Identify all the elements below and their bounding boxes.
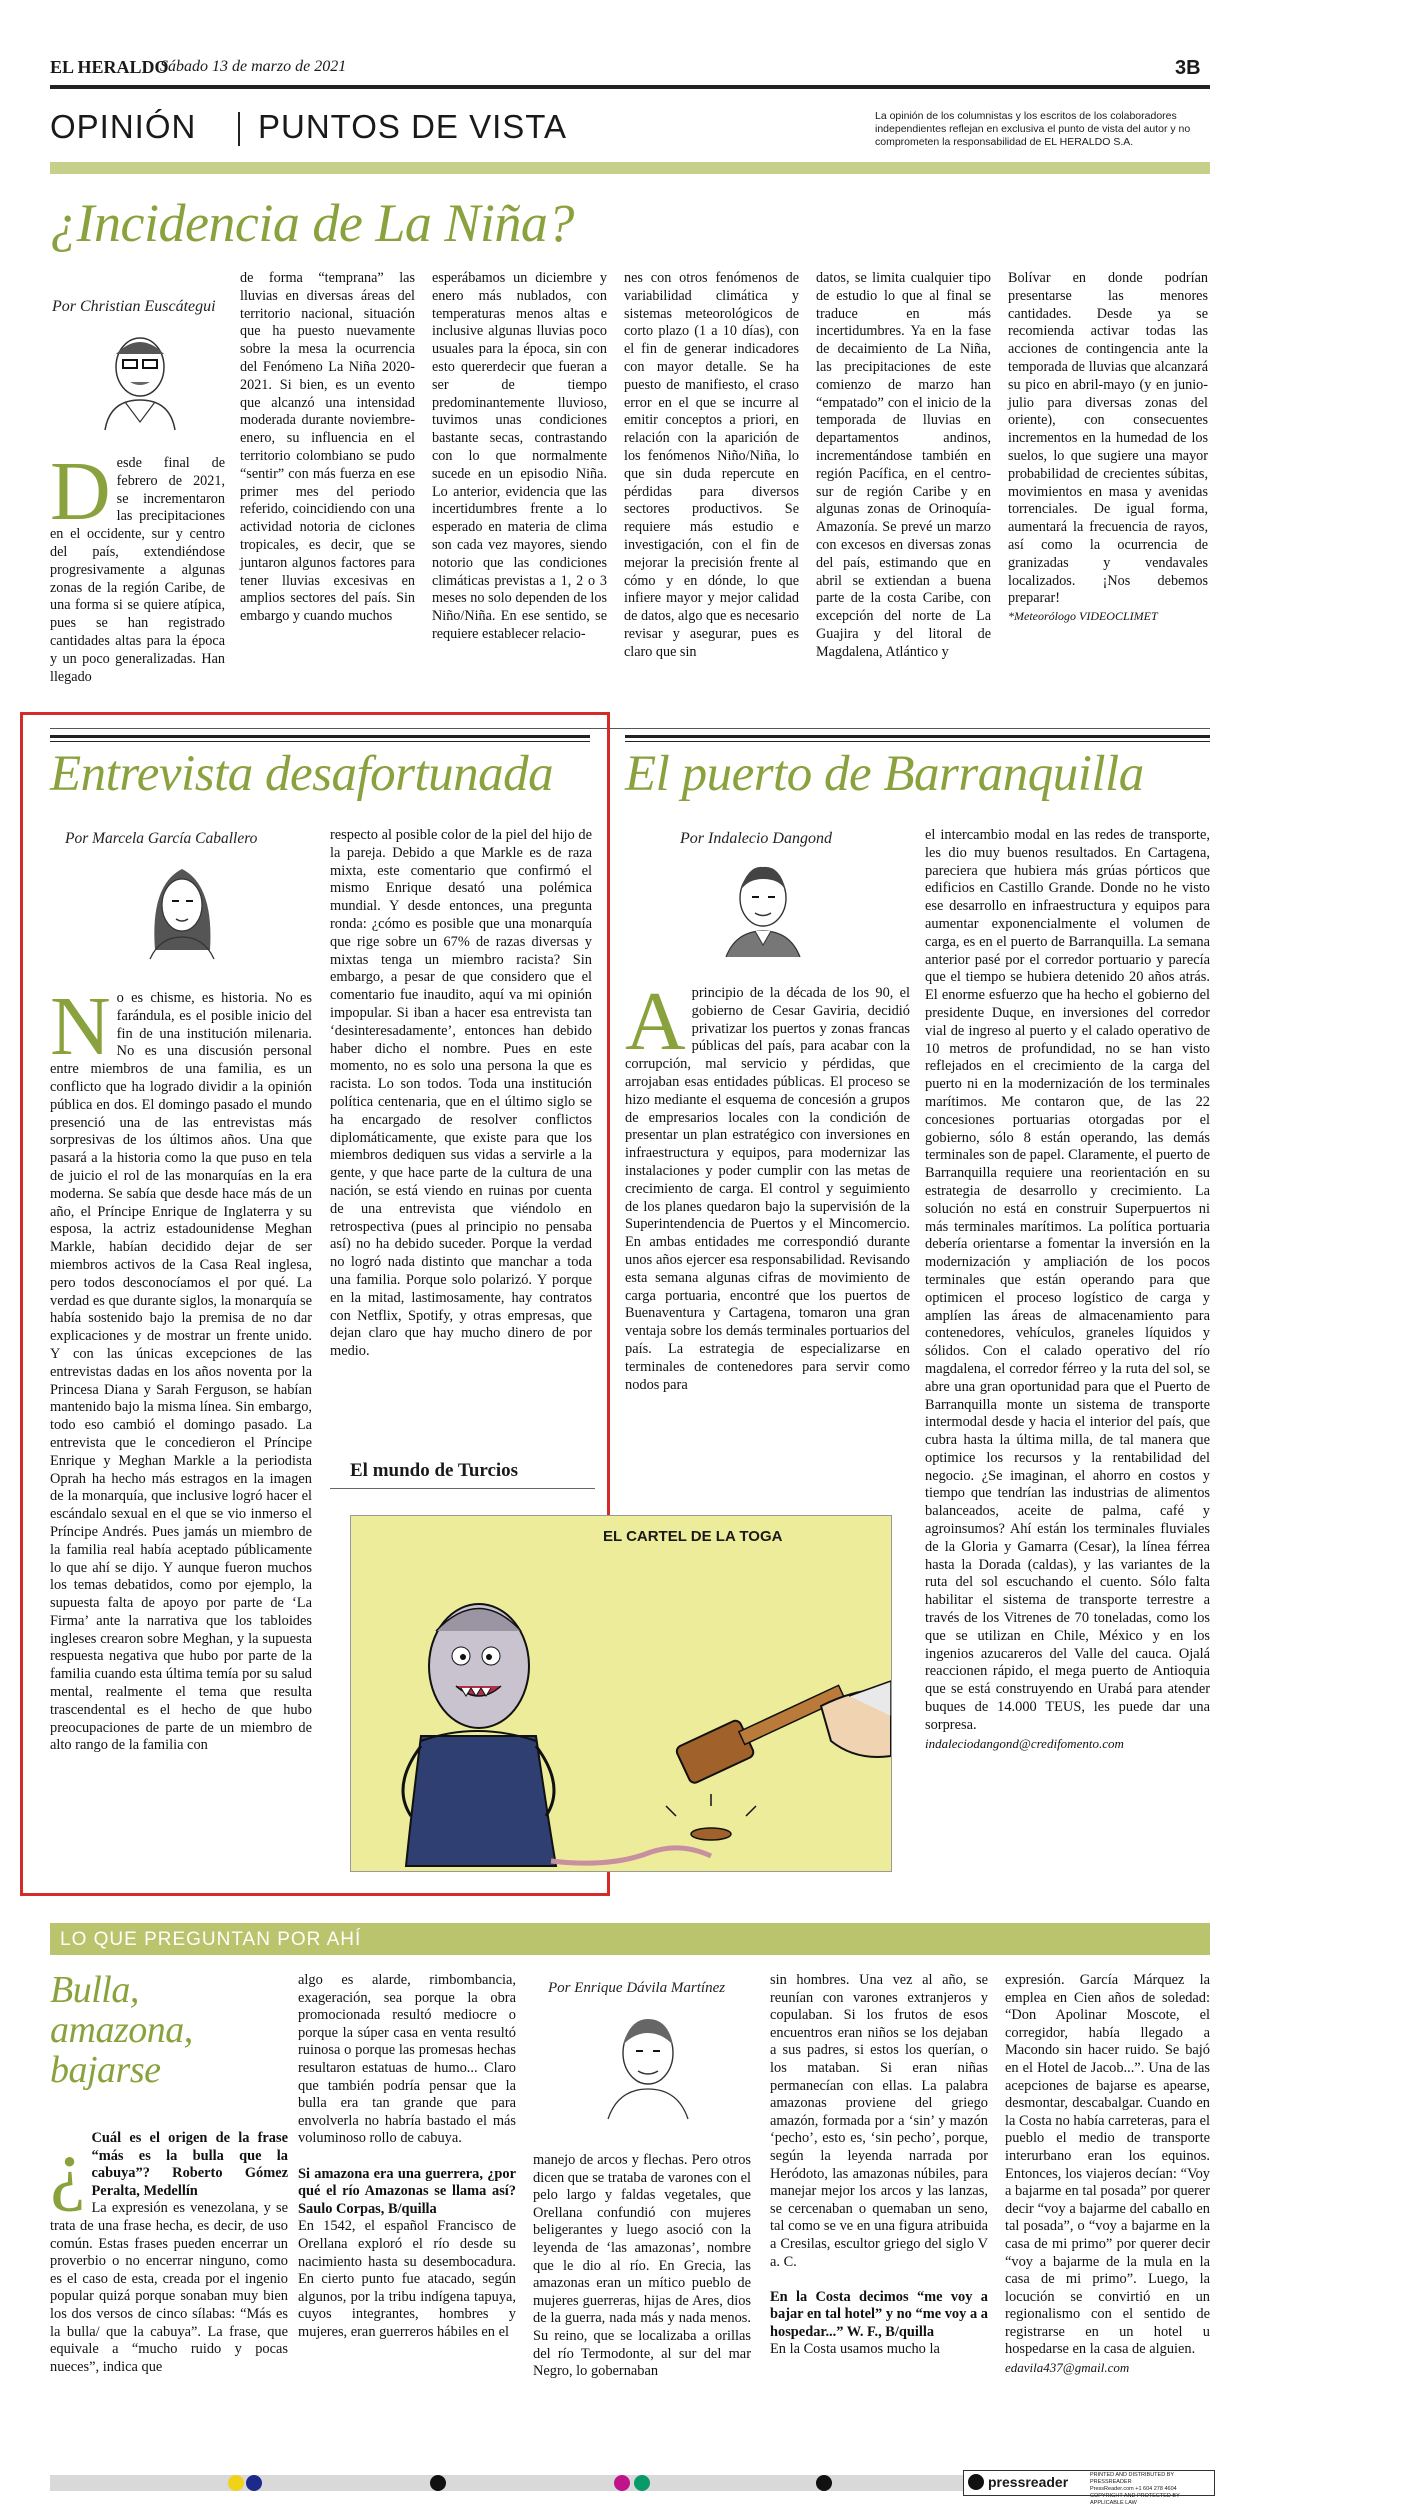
cartoon-rule (330, 1488, 595, 1489)
pressreader-logo-icon (968, 2474, 984, 2490)
article3-column-1: Aprincipio de la década de los 90, el gobierno de Cesar Gaviria, decidió privatizar los puertos y zonas francas públicas del país, para acabar con la corrupción, mal servicio y pérdidas, que arrojaban esas entidades públicas. El proceso se hizo mediante el esquema de concesión a grupos de empresarios locales con la condición de presentar un plan estratégico con inversiones en infraestructura y equipos, para modernizar las instalaciones y poder cumplir con las metas de crecimiento de carga. El control y seguimiento de los planes quedaron bajo la supervisión de la Superintendencia de Puertos y el Mincomercio. En ambas entidades me correspondió durante unos años ejercer esa responsabilidad. Revisando esta semana algunas cifras de movimiento de carga portuaria, encontré que los puertos de Buenaventura y Cartagena, tomaron una gran ventaja sobre los demás terminales portuarios del país. La estrategia de especializarse en terminales de contenedores para servir como nodos para (625, 975, 910, 1393)
article1-byline: Por Christian Euscátegui (52, 298, 216, 315)
article4-dropcap: ¿ (50, 2125, 86, 2213)
question-band-label: LO QUE PREGUNTAN POR AHÍ (60, 1929, 362, 1950)
section-disclaimer: La opinión de los columnistas y los escritos de los colaboradores independientes reflejan en exclusiva el punto de vista del autor y no comprometen la responsabilidad de EL HERALDO S.A. (875, 110, 1191, 148)
question-2: Si amazona era una guerrera, ¿por qué el río Amazonas se llama así? Saulo Corpas, B/quilla (298, 2165, 516, 2217)
author-portrait-davila (600, 2005, 695, 2120)
article1-column-6: Bolívar en donde podrían presentarse las menores cantidades. Desde ya se recomienda activar todas las acciones de contingencia ante la temporada de lluvias que alcanzará su pico en abril-mayo (y en junio-julio para diversas zonas del oriente), con consecuentes incrementos en la humedad de los suelos, lo que sugiere una mayor probabilidad de crecientes súbitas, movimientos en masa y avenidas torrenciales. De igual forma, aumentará la frecuencia de rayos, así como la ocurrencia de granizadas y vendavales localizados. ¡Nos debemos preparar! *Meteorólogo VIDEOCLIMET (1008, 270, 1208, 624)
article1-signature: *Meteorólogo VIDEOCLIMET (1008, 609, 1158, 624)
pressreader-stamp (963, 2470, 1215, 2506)
article1-column-1: Desde final de febrero de 2021, se incrementaron las precipitaciones en el occidente, sur y centro del país, extendiéndose progresivamente a algunas zonas de la región Caribe, de una forma si se quiere atípica, pues se han registrado cantidades altas para la época y un poco generalizadas. Han llegado (50, 445, 225, 685)
article4-column-2: algo es alarde, rimbombancia, exageración, sea porque la obra promocionada resultó mediocre o porque la súper casa en venta resultó ruinosa o porque las promesas hechas resultaron estatuas de humo... Claro que también podría pensar que la bulla era tan grande que para envolverla no habría bastado el más voluminoso rollo de cabuya. Si amazona era una guerrera, ¿por qué el río Amazonas se llama así? Saulo Corpas, B/quilla En 1542, el español Francisco de Orellana exploró el río desde su nacimiento hasta su desembocadura. En cierto punto fue atacado, según algunos, por la tribu indígena tapuya, cuyos integrantes, hombres y mujeres, eran guerreros hábiles en el (298, 1972, 516, 2340)
article3-title: El puerto de Barranquilla (625, 746, 1144, 802)
yellow-registration-dot (228, 2475, 244, 2491)
cartoon-caption: EL CARTEL DE LA TOGA (603, 1528, 783, 1545)
page-number: 3B (1175, 57, 1201, 79)
pressreader-brand: pressreader (988, 2474, 1069, 2490)
question-3: En la Costa decimos “me voy a bajar en tal hotel” y no “me voy a a hospedar...” W. F., B/quilla (770, 2288, 988, 2340)
article1-column-3: esperábamos un diciembre y enero más nublados, con temperaturas menos altas e inclusive algunas lluvias poco usuales para la época, sin con esto quererdecir que fueran a ser de tiempo predominantemente lluvioso, tuvimos unas condiciones bastante secas, contrastando con lo que normalmente sucede en un episodio Niña. Lo anterior, evidencia que las incertidumbres frente a lo esperado en materia de clima son cada vez mayores, siendo notorio que las condiciones climáticas previstas a 1, 2 o 3 meses no solo dependen de los Niño/Niña. En ese sentido, se requiere establecer relacio- (432, 270, 607, 642)
question-band (50, 1923, 1210, 1955)
paper-name: EL HERALDO (50, 57, 169, 77)
section-divider (238, 112, 240, 146)
blue-registration-dot (246, 2475, 262, 2491)
article1-dropcap: D (50, 445, 111, 538)
article3-top-rule (625, 735, 1210, 738)
pressreader-notice: PRINTED AND DISTRIBUTED BY PRESSREADER PressReader.com +1 604 278 4604 COPYRIGHT AND PROTECTED BY APPLICABLE LAW (1090, 2472, 1180, 2506)
question-1: Cuál es el origen de la frase “más es la bulla que la cabuya”? Roberto Gómez Peralta, Medellín (91, 2130, 288, 2199)
issue-date: Sábado 13 de marzo de 2021 (160, 58, 347, 75)
article4-column-5: expresión. García Márquez la emplea en Cien años de soledad: “Don Apolinar Moscote, el corregidor, había llegado a Macondo sin hacer ruido. Se bajó en el Hotel de Jacob...”. Una de las acepciones de bajarse es apearse, desmontar, descabalgar. Cuando en la Costa no había carreteras, para el pueblo el medio de transporte interurbano eran los equinos. Entonces, los viajeros decían: “Voy a bajarme en tal posada” por querer decir “voy a bajarme del caballo en tal posada”, o “voy a bajarme en la casa de mi primo” por querer decir “voy a bajarme de la mula en la casa de mi primo”. Luego, la locución se convirtió en un regionalismo con el sentido de registrarse en un hotel u hospedarse en la casa de alguien. edavila437@gmail.com (1005, 1972, 1210, 2376)
author-portrait-dangond (718, 853, 808, 958)
article4-column-4: sin hombres. Una vez al año, se reunían con varones extranjeros y copulaban. Si los frutos de esos encuentros eran niños se los dejaban a sus padres, si estos los querían, o los mataban. Si eran niñas permanecían con ellas. La palabra amazonas proviene del griego amazón, formada por a ‘sin’ y mazón ‘pecho’, esto es, ‘sin pecho’, porque, según la leyenda narrada por Heródoto, las amazonas núbiles, para manejar mejor los arcos y las lanzas, se cercenaban o quemaban un seno, tal como se ve en una figura atribuida a Cresilas, escultor griego del siglo V a. C. En la Costa decimos “me voy a bajar en tal hotel” y no “me voy a a hospedar...” W. F., B/quilla En la Costa usamos mucho la (770, 1972, 988, 2358)
magenta-registration-dot (614, 2475, 630, 2491)
article2-column-1: No es chisme, es historia. No es farándula, es el posible inicio del fin de una institución milenaria. No es una discusión personal entre miembros de una familia, es un conflicto que ha logrado dividir a la opinión pública en dos. El domingo pasado el mundo presenció una de las entrevistas más sorpresivas de los últimos años. Una que pasará a la historia como la que puso en tela de juicio el rol de las monarquías en la era moderna. Se sabía que desde hace más de un año, el Príncipe Enrique de Inglaterra y su esposa, la actriz estadounidense Meghan Markle, habían decidido dejar de ser miembros activos de la Casa Real inglesa, pero todos desconocíamos el por qué. La verdad es que durante siglos, la monarquía se había sostenido bajo la premisa de no dar explicaciones y de mostrar un frente unido. Y con las únicas excepciones de las entrevistas dadas en los años noventa por la Princesa Diana y Sarah Ferguson, se habían mantenido bajo la misma línea. Sin embargo, todo eso cambió el domingo pasado. La entrevista que le concedieron el Príncipe Enrique y Meghan Markle a la periodista Oprah ha hecho más estragos en la imagen de la monarquía, que inclusive logró hacer el escándalo sexual en el que se vio inmerso el Príncipe Andrés. Pues jamás un miembro de la familia real había aceptado públicamente lo que ahí se dijo. Y aunque fueron muchos los temas debatidos, como por ejemplo, la supuesta falta de apoyo por parte de ‘La Firma’ ante la narrativa que los tabloides ingleses crearon sobre Meghan, y la supuesta respuesta negativa que hubo por parte de la familia cuando esta última temía por su salud mental, realmente el tema que resulta trascendental es el hecho de que hubo preocupaciones de parte de un miembro de alto rango de la familia con (50, 980, 312, 1754)
article2-dropcap: N (50, 980, 111, 1073)
cartoon-section-title: El mundo de Turcios (350, 1460, 519, 1481)
article3-dropcap: A (625, 975, 686, 1068)
article4-email[interactable]: edavila437@gmail.com (1005, 2360, 1130, 2376)
article4-byline: Por Enrique Dávila Martínez (548, 1980, 726, 1996)
section-name: OPINIÓN (50, 108, 197, 145)
section-band (50, 162, 1210, 174)
black-registration-dot-2 (816, 2475, 832, 2491)
article3-top-rule-thin (625, 741, 1210, 742)
article3-byline: Por Indalecio Dangond (680, 830, 832, 847)
article2-top-rule (50, 735, 590, 738)
author-portrait-euscategui (95, 322, 185, 432)
black-registration-dot (430, 2475, 446, 2491)
masthead-rule (50, 85, 1210, 89)
article4-title: Bulla, amazona, bajarse (50, 1969, 193, 2091)
article1-title: ¿Incidencia de La Niña? (50, 193, 574, 253)
editorial-cartoon (350, 1515, 892, 1872)
article2-title: Entrevista desafortunada (50, 746, 554, 802)
article2-top-rule-thin (50, 741, 590, 742)
article2-column-2: respecto al posible color de la piel del hijo de la pareja. Debido a que Markle es de raza mixta, este comentario que confirmó el mismo Enrique desató una polémica mundial. Y desde entonces, una pregunta ronda: ¿cómo es posible que una monarquía que rige sobre un 67% de razas diversas y mixtas tenga un miembro racista? Sin embargo, a pesar de que considero que el comentario fue inaudito, aquí va mi opinión impopular. Si iban a hacer esa entrevista tan ‘desinteresadamente’, entonces han debido haber dicho el nombre. Pues en este momento, no es solo una persona la que es racista. Lo son todos. Toda una institución política centenaria, que en el último siglo se ha encargado de resolver conflictos diplomáticamente, que existe para que los miembros dediquen sus vidas a servirle a la gente, y que hace parte de la cultura de una nación, se está viendo en ruinas por cuenta de una entrevista que viéndolo en retrospectiva (pues al principio no pensaba así) no ha debido suceder. Porque la verdad no logró nada distinto que manchar a toda una familia. Porque solo polarizó. Y porque en la mitad, lastimosamente, hay contratos con Netflix, Spotify, y otras empresas, que dejan claro que hay mucho dinero de por medio. (330, 827, 592, 1360)
author-portrait-garcia (140, 855, 225, 960)
article3-column-2: el intercambio modal en las redes de transporte, les dio muy buenos resultados. En Cartagena, pareciera que hubiera más grúas pórticos que edificios en Castillo Grande. Donde no he visto ese desarrollo en infraestructura y equipos para aumentar exponencialmente el volumen de carga, es en el puerto de Barranquilla. La semana anterior pasé por el corredor portuario y parecía que el tiempo se hubiera detenido 20 años atrás. El enorme esfuerzo que ha hecho el gobierno del presidente Duque, en inversiones del corredor vial de ingreso al puerto y el calado operativo de 10 metros de profundidad, no se han visto reflejados en el crecimiento de la carga del puerto ni en la modernización de los terminales marítimos. Me contaron que, de las 22 concesiones portuarias otorgadas por el gobierno, sólo 8 están operando, las demás terminales son de papel. Claramente, el puerto de Barranquilla requiere una reorientación en su estrategia de desarrollo y crecimiento. La solución no está en construir Superpuertos ni más terminales marítimos. La política portuaria debería orientarse a fomentar la inversión en la modernización y ampliación de los pocos terminales que están operando para que optimicen el proceso logístico de carga y amplíen las áreas de almacenamiento para contenedores, vehículos, graneles líquidos y sólidos. Con el calado operativo del río magdalena, el corredor férreo y la ruta del sol, se abre una gran oportunidad para que el Puerto de Barranquilla monte un sistema de transporte intermodal desde y hacia el interior del país, que cubra hasta la última milla, de tal manera que optimice los recursos y la rentabilidad del negocio. ¿Se imaginan, el ahorro en costos y tiempo que tendrían las industrias de alimentos balanceados, aceite de palma, café y agroinsumos? Ahí están los terminales fluviales de la Gloria y Gamarra (Cesar), la línea férrea hasta la Dorada (caldas), y las variantes de la ruta del sol escuchando el cuento. Sólo falta habilitar el sistema de transporte terrestre a través de los Vitrenes de 70 toneladas, como los que se utilizan en Chile, México y en los ingenios azucareros del Valle del cauca. Ojalá reaccionen rápido, el mega puerto de Antioquia que se está construyendo en Urabá para atender buques de 14.000 TEUS, les puede dar una sorpresa. indaleciodangond@credifomento.com (925, 827, 1210, 1751)
cartoon-drawing (351, 1516, 891, 1871)
green-registration-dot (634, 2475, 650, 2491)
article1-column-2: de forma “temprana” las lluvias en diversas áreas del territorio nacional, situación que ha puesto nuevamente sobre la mesa la ocurrencia del Fenómeno La Niña 2020-2021. Si bien, es un evento que alcanzó una intensidad moderada durante noviembre-enero, su influencia en el territorio colombiano se pudo “sentir” con más fuerza en ese primer mes del periodo referido, coincidiendo con una actividad notoria de ciclones tropicales, es decir, que se juntaron algunos factores para tener lluvias excesivas en amplios sectores del país. Sin embargo y cuando muchos (240, 270, 415, 625)
article4-column-3: manejo de arcos y flechas. Pero otros dicen que se trataba de varones con el pelo largo y faldas vegetales, que Orellana confundió con mujeres beligerantes y luego asoció con la leyenda de ‘las amazonas’, nombre que le dio al río. En Grecia, las amazonas eran un mítico pueblo de mujeres guerreras, hijas de Ares, dios de la guerra, nada más y nada menos. Su reino, que se localizaba a orillas del río Termodonte, al sur del mar Negro, lo gobernaban (533, 2152, 751, 2380)
article2-byline: Por Marcela García Caballero (65, 830, 258, 847)
article4-column-1: ¿ Cuál es el origen de la frase “más es la bulla que la cabuya”? Roberto Gómez Peralta, Medellín La expresión es venezolana, y se trata de una frase hecha, es decir, de uso común. Estas frases pueden encerrar un proverbio o no encerrar ninguno, como es el caso de esta, creada por el ingenio popular quizá porque sonaban muy bien los dos versos de cinco sílabas: “Más es la bulla/ que la cabuya”. La frase, que equivale a “mucho ruido y pocas nueces”, indica que (50, 2125, 288, 2375)
section-subname: PUNTOS DE VISTA (258, 108, 568, 145)
article3-email[interactable]: indaleciodangond@credifomento.com (925, 1735, 1124, 1751)
article1-column-5: datos, se limita cualquier tipo de estudio lo que al final se traduce en más incertidumbres. Ya en la fase de decaimiento de La Niña, las precipitaciones de este comienzo de marzo han “empatado” con el inicio de la temporada de lluvias en departamentos andinos, incrementándose también en región Pacífica, en el centro-sur de región Caribe y en algunas zonas de Orinoquía-Amazonía. Se prevé un marzo con excesos en diversas zonas del país, estimando que en abril se extiendan a buena parte de la costa Caribe, con excepción del norte de La Guajira y del litoral de Magdalena, Atlántico y (816, 270, 991, 660)
article1-column-4: nes con otros fenómenos de variabilidad climática y sistemas meteorológicos de corto plazo (1 a 10 días), con el fin de generar indicadores con mayor detalle. Se ha puesto de manifiesto, el craso error en el que se incurre al emitir conceptos a priori, en relación con la aparición de los fenómenos Niño/Niña, lo que sin duda repercute en pérdidas para diversos sectores productivos. Se requiere más estudio e investigación, con el fin de mejorar la precisión frente al cómo y en dónde, lo que infiere mayor y mejor calidad de datos, algo que es necesario revisar y asegurar, pues es claro que sin (624, 270, 799, 660)
